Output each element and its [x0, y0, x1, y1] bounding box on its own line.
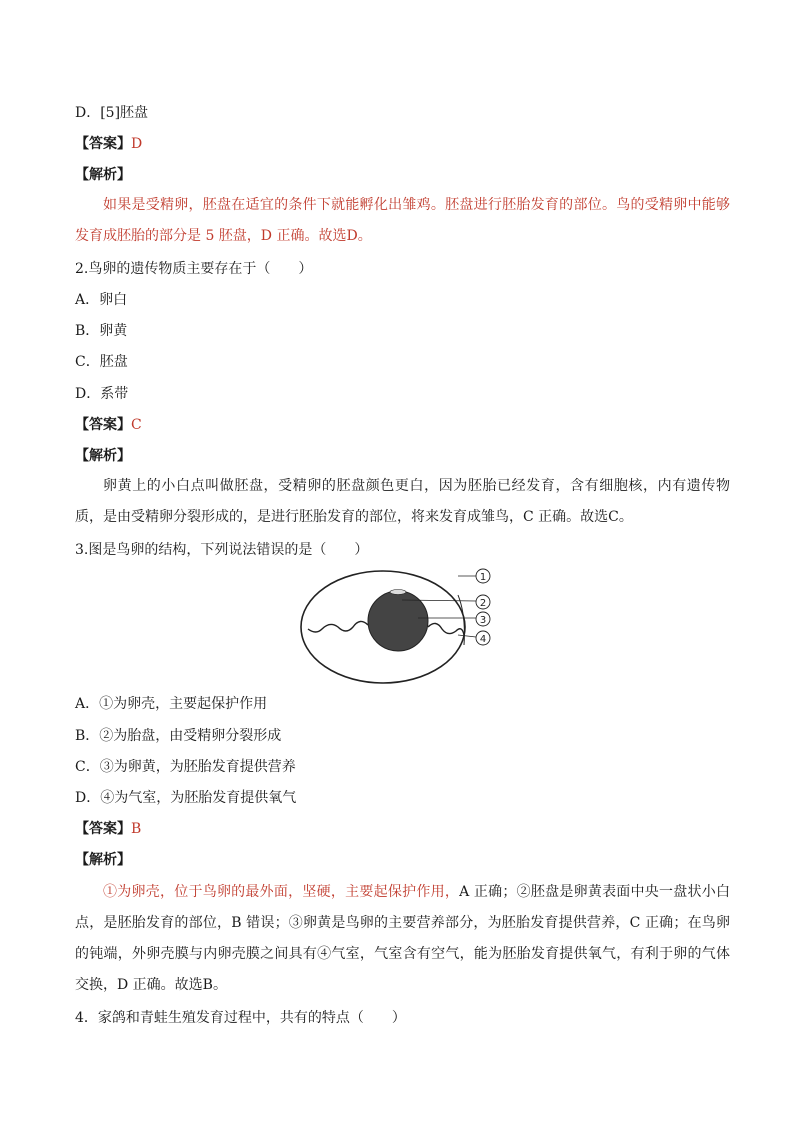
answer-value: C	[131, 417, 142, 433]
germinal-disc	[390, 590, 406, 595]
q4-question: 4．家鸽和青蛙生殖发育过程中，共有的特点（ ）	[75, 1010, 406, 1026]
q2-question: 2.鸟卵的遗传物质主要存在于（ ）	[75, 261, 313, 277]
answer-value: B	[131, 821, 142, 837]
answer-label: 【答案】	[75, 136, 131, 152]
answer-value: D	[131, 136, 143, 152]
chalaza-left	[308, 621, 368, 632]
q1-answer-line	[75, 134, 142, 154]
chalaza-right	[428, 623, 464, 635]
figure-label-2: 2	[479, 598, 487, 609]
figure-label-3: 3	[479, 615, 487, 626]
answer-label: 【答案】	[75, 417, 131, 433]
q3-option-d: D．④为气室，为胚胎发育提供氧气	[75, 790, 297, 806]
figure-label-1: 1	[479, 572, 487, 583]
q3-analysis-red: ①为卵壳，位于鸟卵的最外面，坚硬，主要起保护作用，	[103, 884, 460, 900]
q3-analysis-label: 【解析】	[75, 852, 131, 868]
q3-answer-line	[75, 819, 141, 839]
q3-option-c: C．③为卵黄，为胚胎发育提供营养	[75, 759, 296, 775]
q1-analysis-label: 【解析】	[75, 167, 131, 183]
figure-label-4: 4	[479, 634, 487, 645]
q2-analysis-label: 【解析】	[75, 448, 131, 464]
bird-egg-diagram	[298, 565, 498, 685]
q3-analysis-rest: A 正确；②胚盘是卵黄表面中央一盘状小白点，是胚胎发育的部位，B 错误；③卵黄是鸟卵的主要营养部分，为胚胎发育提供营养，C 正确；在鸟卵的钝端，外卵壳膜与内卵壳膜之间具有④气室，气室含有空气，能为胚胎发育提供氧气，有利于卵的气体交换，D 正确。故选B。	[75, 884, 731, 993]
q2-option-b: B．卵黄	[75, 323, 128, 339]
q2-analysis-text: 卵黄上的小白点叫做胚盘，受精卵的胚盘颜色更白，因为胚胎已经发育，含有细胞核，内有遗传物质，是由受精卵分裂形成的，是进行胚胎发育的部位，将来发育成雏鸟，C 正确。故选C。	[75, 478, 730, 525]
q2-option-a: A．卵白	[75, 292, 128, 308]
leader-line-4	[458, 635, 476, 637]
q3-option-b: B．②为胎盘，由受精卵分裂形成	[75, 728, 282, 744]
q3-question: 3.图是鸟卵的结构，下列说法错误的是（ ）	[75, 542, 369, 558]
q2-option-d: D．系带	[75, 386, 129, 402]
answer-label: 【答案】	[75, 821, 131, 837]
q2-answer-line	[75, 415, 142, 435]
q3-option-a: A．①为卵壳，主要起保护作用	[75, 696, 268, 712]
q2-option-c: C．胚盘	[75, 354, 128, 370]
q3-analysis-text	[75, 877, 730, 1001]
q1-option-d: D．[5]胚盘	[75, 105, 149, 121]
q1-analysis-text: 如果是受精卵，胚盘在适宜的条件下就能孵化出雏鸡。胚盘进行胚胎发育的部位。鸟的受精卵中能够发育成胚胎的部分是 5 胚盘，D 正确。故选D。	[75, 197, 730, 244]
